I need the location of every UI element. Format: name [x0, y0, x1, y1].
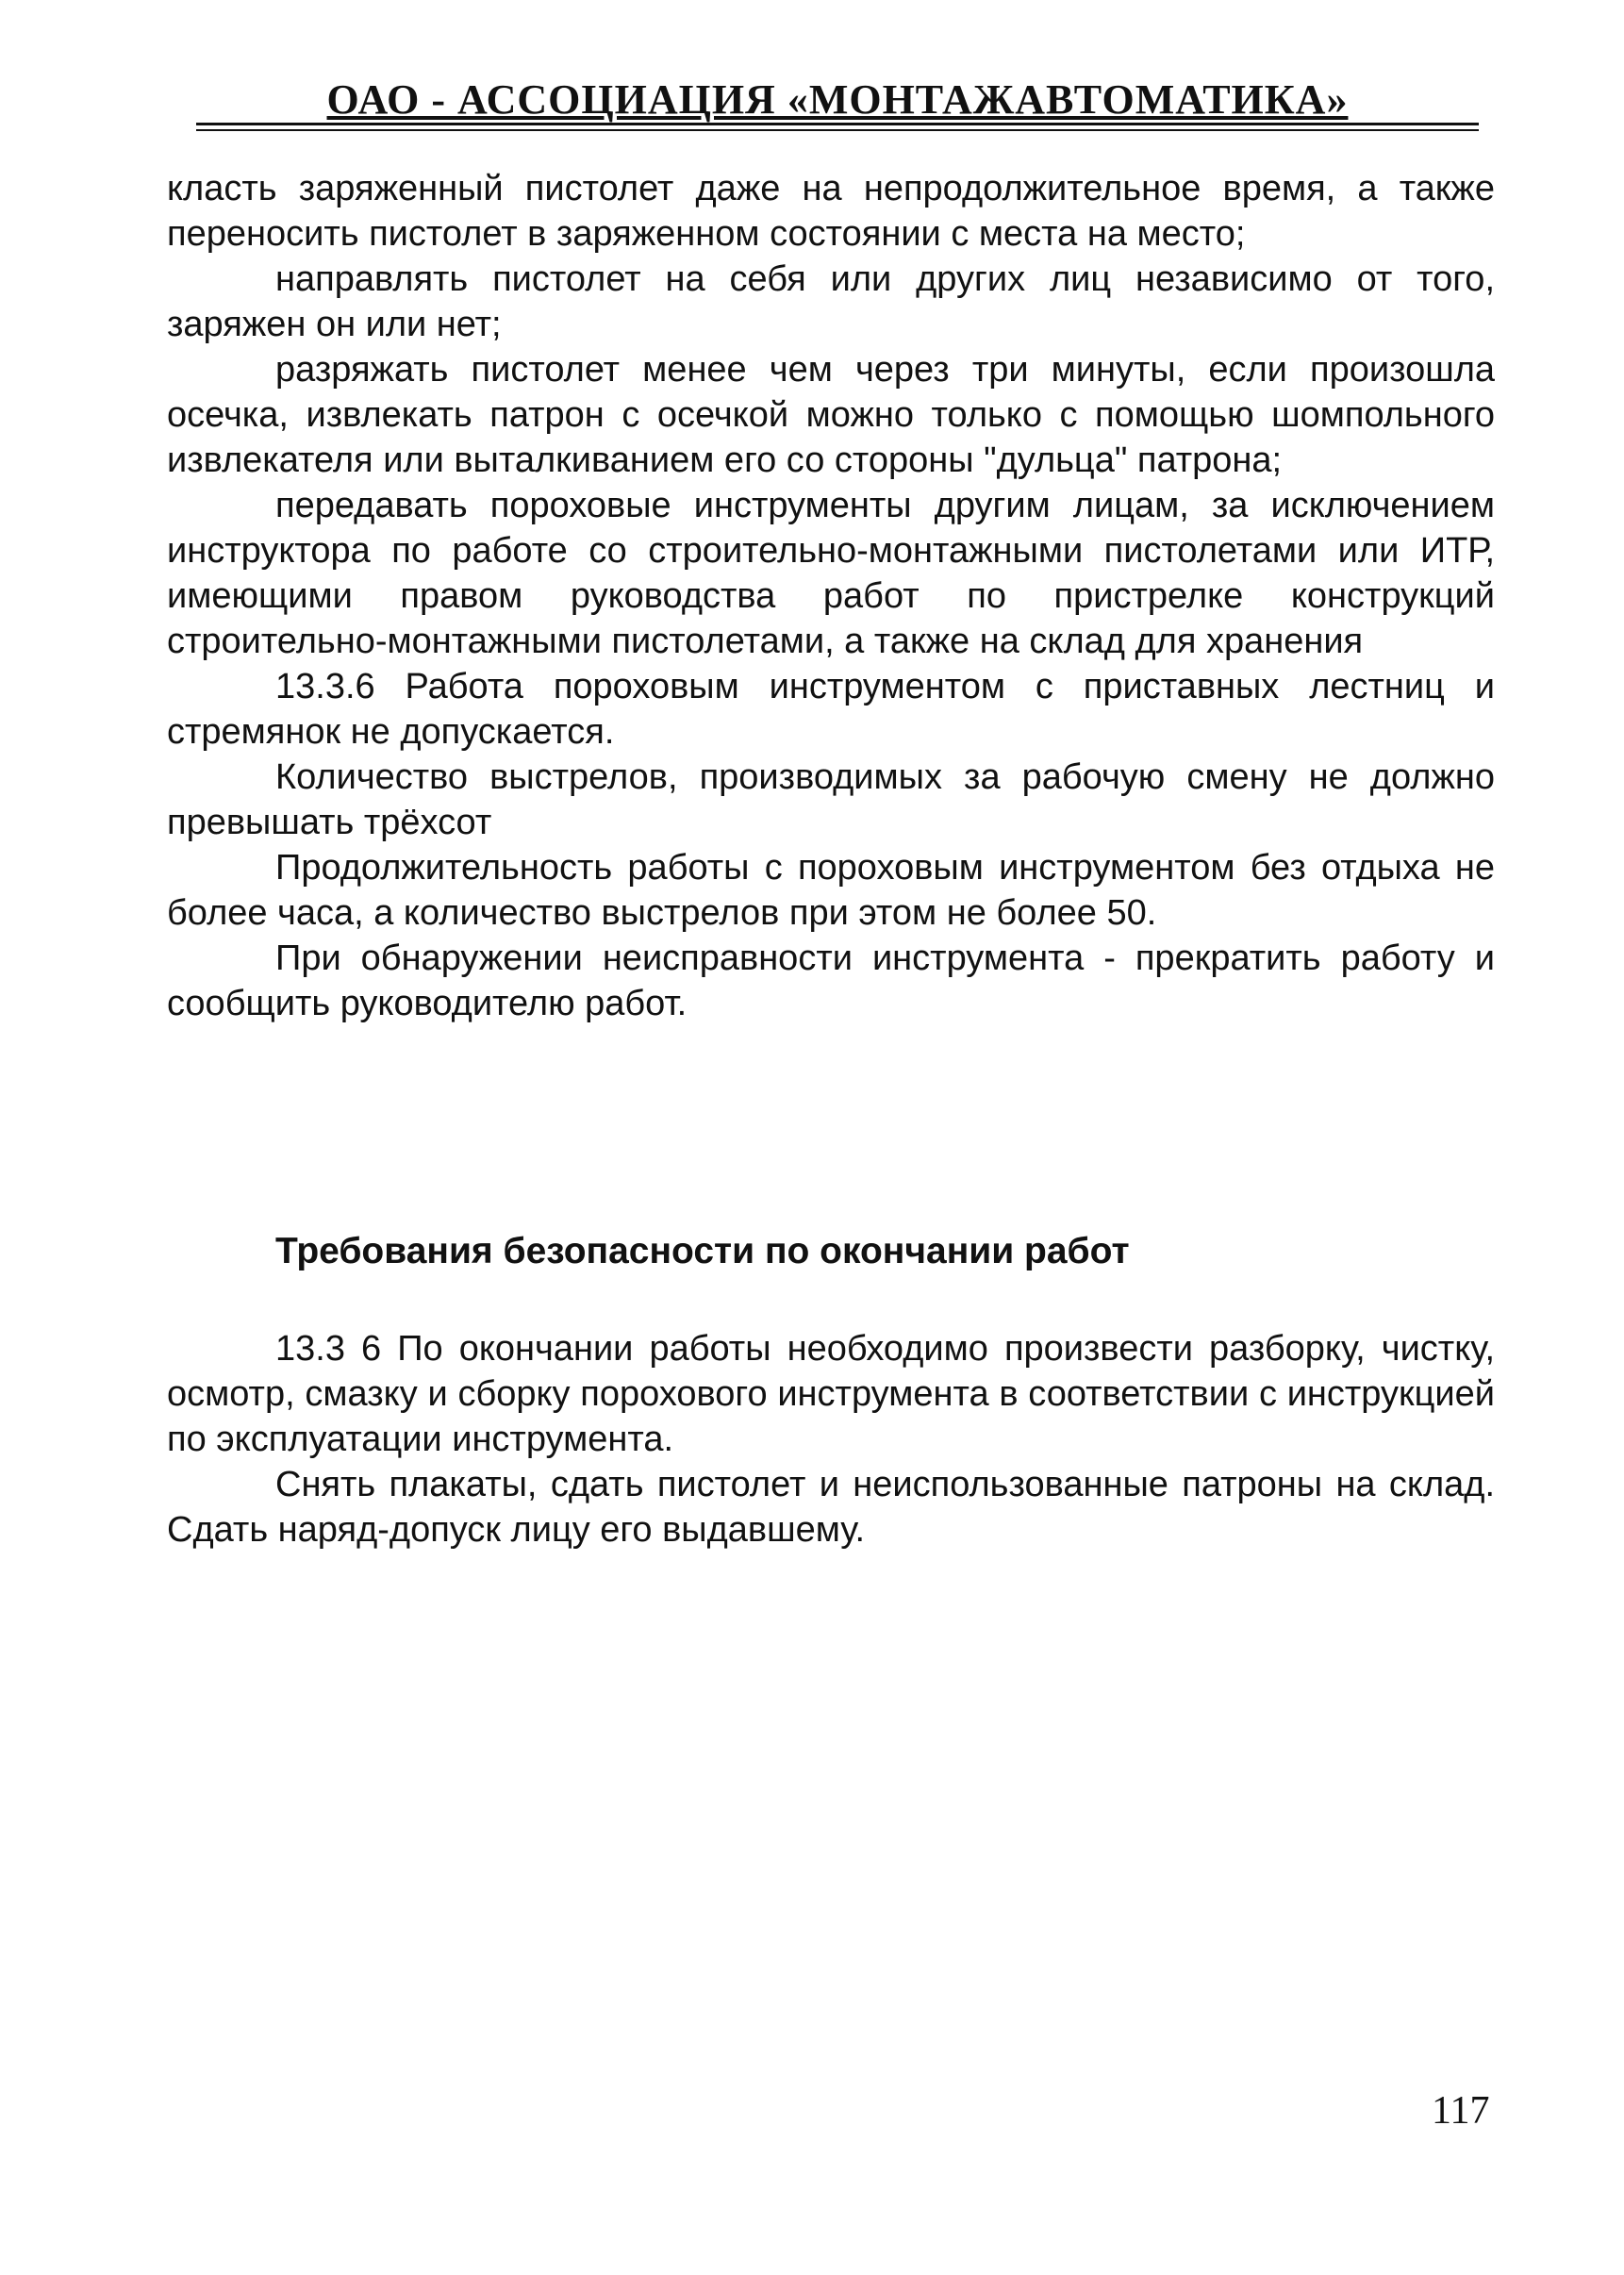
section-heading: Требования безопасности по окончании работ: [275, 1231, 1130, 1271]
paragraph: 13.3 6 По окончании работы необходимо произвести разборку, чистку, осмотр, смазку и сборку порохового инструмента в соответствии с инструкцией по эксплуатации инструмента.: [167, 1329, 1495, 1459]
header-rule-bottom: [196, 129, 1479, 131]
paragraph: направлять пистолет на себя или других лиц независимо от того, заряжен он или нет;: [167, 259, 1495, 344]
paragraph: класть заряженный пистолет даже на непродолжительное время, а также переносить пистолет в заряженном состоянии с места на место;: [167, 169, 1495, 254]
body-text-block: [167, 166, 1495, 1026]
body-text-block-2: [167, 1326, 1495, 1553]
paragraph: При обнаружении неисправности инструмента - прекратить работу и сообщить руководителю работ.: [167, 938, 1495, 1023]
page-header-title: ОАО - АССОЦИАЦИЯ «МОНТАЖАВТОМАТИКА»: [326, 76, 1349, 123]
paragraph: 13.3.6 Работа пороховым инструментом с приставных лестниц и стремянок не допускается.: [167, 667, 1495, 752]
paragraph: Продолжительность работы с пороховым инструментом без отдыха не более часа, а количество выстрелов при этом не более 50.: [167, 848, 1495, 933]
paragraph: Снять плакаты, сдать пистолет и неиспользованные патроны на склад. Сдать наряд-допуск лицу его выдавшему.: [167, 1465, 1495, 1550]
paragraph: разряжать пистолет менее чем через три минуты, если произошла осечка, извлекать патрон с осечкой можно только с помощью шомпольного извлекателя или выталкиванием его со стороны "дульца" патрона;: [167, 350, 1495, 480]
header-rule-top: [196, 123, 1479, 125]
paragraph: Количество выстрелов, производимых за рабочую смену не должно превышать трёхсот: [167, 757, 1495, 842]
paragraph: передавать пороховые инструменты другим лицам, за исключением инструктора по работе со строительно-монтажными пистолетами или ИТР, имеющими правом руководства работ по пристрелке конструкций строительно-монтажными пистолетами, а также на склад для хранения: [167, 486, 1495, 661]
page-number: 117: [1432, 2089, 1490, 2133]
